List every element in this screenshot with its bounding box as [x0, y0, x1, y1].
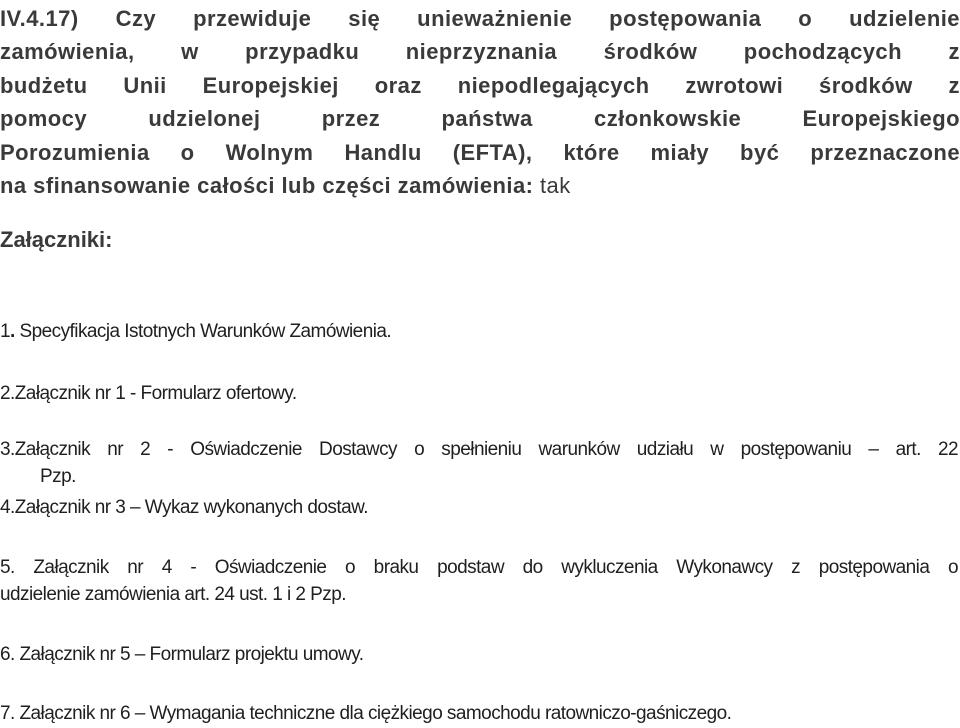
item-text-continued: udzielenie zamówienia art. 24 ust. 1 i 2 Pzp. [0, 584, 346, 605]
heading-line: budżetu Unii Europejskiej oraz niepodlegających zwrotowi środków z [0, 72, 960, 98]
heading-line-last [0, 169, 960, 202]
item-number: 4. [0, 497, 15, 518]
heading-line: pomocy udzielonej przez państwa członkowskie Europejskiego [0, 106, 960, 132]
item-text: Załącznik nr 3 – Wykaz wykonanych dostaw. [14, 497, 368, 518]
attachments-title: Załączniki: [0, 227, 113, 252]
attachment-item-2 [0, 380, 958, 407]
item-text: Załącznik nr 6 – Wymagania techniczne dla ciężkiego samochodu ratowniczo-gaśniczego. [14, 703, 732, 724]
item-text: Załącznik nr 1 - Formularz ofertowy. [14, 383, 297, 404]
item-text: Załącznik nr 2 - Oświadczenie Dostawcy o spełnieniu warunków udziału w postępowaniu – art. 22 [14, 439, 958, 460]
item-number: 1 [0, 321, 11, 342]
item-number: 5. [0, 557, 15, 578]
heading-line: zamówienia, w przypadku nieprzyznania środków pochodzących z [0, 39, 960, 65]
item-dot: . [10, 321, 15, 342]
attachment-item-1 [0, 318, 958, 345]
attachment-item-6 [0, 641, 958, 668]
attachment-item-4 [0, 494, 958, 521]
item-text-continued: Pzp. [40, 466, 76, 487]
attachment-item-7 [0, 700, 958, 727]
item-number: 6. [0, 644, 15, 665]
item-number: 7. [0, 703, 15, 724]
section-heading [0, 2, 960, 202]
item-number: 3. [0, 439, 15, 460]
item-text: Załącznik nr 4 - Oświadczenie o braku podstaw do wykluczenia Wykonawcy z postępowania o [14, 557, 958, 578]
heading-line: na sfinansowanie całości lub części zamówienia: [0, 173, 534, 199]
answer-value: tak [540, 173, 571, 199]
attachment-item-3 [0, 436, 958, 490]
item-text: Specyfikacja Istotnych Warunków Zamówienia. [14, 321, 392, 342]
heading-line: IV.4.17) Czy przewiduje się unieważnienie postępowania o udzielenie [0, 6, 960, 31]
attachment-item-5 [0, 554, 958, 608]
heading-line: Porozumienia o Wolnym Handlu (EFTA), które miały być przeznaczone [0, 139, 960, 165]
item-number: 2. [0, 383, 15, 404]
item-text: Załącznik nr 5 – Formularz projektu umowy. [14, 644, 364, 665]
